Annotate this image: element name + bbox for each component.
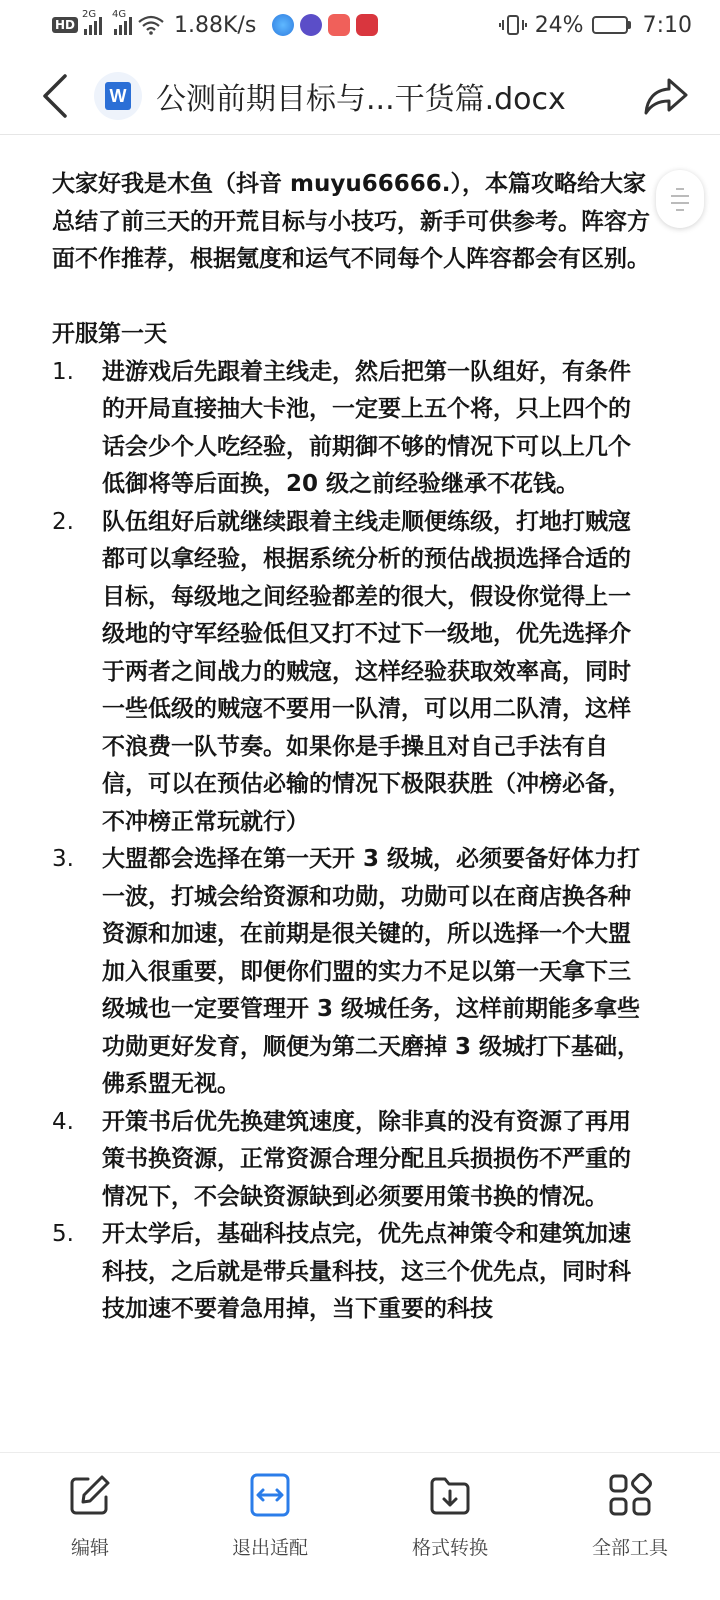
header-divider bbox=[0, 134, 720, 135]
net-speed: 1.88K/s bbox=[174, 12, 257, 38]
share-icon bbox=[643, 76, 689, 116]
word-doc-icon bbox=[94, 72, 142, 120]
edit-button[interactable] bbox=[0, 1453, 180, 1600]
status-left bbox=[52, 9, 378, 38]
edit-label: 编辑 bbox=[70, 1537, 109, 1559]
list-item bbox=[52, 1104, 652, 1217]
list-number: 5. bbox=[52, 1221, 74, 1247]
bottom-toolbar bbox=[0, 1452, 720, 1600]
back-button[interactable] bbox=[24, 66, 84, 126]
chevron-left-icon bbox=[39, 72, 69, 120]
all-tools-label: 全部工具 bbox=[591, 1537, 668, 1559]
document-body[interactable] bbox=[52, 166, 652, 1452]
section-title: 开服第一天 bbox=[52, 321, 167, 347]
list-number: 1. bbox=[52, 358, 74, 385]
apps-grid-icon bbox=[608, 1473, 652, 1517]
list-item bbox=[52, 1216, 652, 1329]
app-notification-icon bbox=[272, 14, 294, 36]
wifi-icon bbox=[138, 15, 164, 35]
app-notification-icon-3 bbox=[328, 14, 350, 36]
edit-icon bbox=[68, 1473, 112, 1517]
app-notification-icon-4 bbox=[356, 14, 378, 36]
format-convert-label: 格式转换 bbox=[411, 1537, 488, 1559]
signal-tag-2: 4G bbox=[112, 9, 127, 20]
signal-tag: 2G bbox=[82, 9, 97, 20]
list-number: 3. bbox=[52, 846, 74, 872]
list-text: 开太学后，基础科技点完，优先点神策令和建筑加速科技，之后就是带兵量科技，这三个优先点，同时科技加速不要着急用掉，当下重要的科技 bbox=[102, 1221, 631, 1322]
intro-paragraph: 大家好我是木鱼（抖音 muyu66666.），本篇攻略给大家总结了前三天的开荒目标与小技巧，新手可供参考。阵容方面不作推荐，根据氪度和运气不同每个人阵容都会有区别。 bbox=[52, 171, 650, 272]
numbered-list bbox=[52, 354, 652, 1329]
list-number: 2. bbox=[52, 508, 74, 535]
vibrate-icon bbox=[499, 14, 527, 36]
folder-download-icon bbox=[428, 1473, 472, 1517]
all-tools-button[interactable] bbox=[540, 1453, 720, 1600]
list-item bbox=[52, 354, 652, 504]
list-text: 大盟都会选择在第一天开 3 级城，必须要备好体力打一波，打城会给资源和功勋，功勋可以在商店换各种资源和加速，在前期是很关键的，所以选择一个大盟加入很重要，即便你们盟的实力不足以第一天拿下三级城也一定要管理开 3 级城任务，这样前期能多拿些功勋更好发育，顺便为第二天磨掉 3 级城打下基础，佛系盟无视。 bbox=[102, 846, 641, 1097]
signal-icon-2 bbox=[112, 9, 132, 35]
list-text: 队伍组好后就继续跟着主线走顺便练级，打地打贼寇都可以拿经验，根据系统分析的预估战损选择合适的目标，每级地之间经验都差的很大，假设你觉得上一级地的守军经验低但又打不过下一级地，优先选择介于两者之间战力的贼寇，这样经验获取效率高，同时一些低级的贼寇不要用一队清，可以用二队清，这样不浪费一队节奏。如果你是手操且对自己手法有自信，可以在预估必输的情况下极限获胜（冲榜必备，不冲榜正常玩就行） bbox=[102, 508, 631, 835]
format-convert-button[interactable] bbox=[360, 1453, 540, 1600]
exit-fit-button[interactable] bbox=[180, 1453, 360, 1600]
share-button[interactable] bbox=[636, 66, 696, 126]
list-item bbox=[52, 841, 652, 1104]
exit-fit-label: 退出适配 bbox=[231, 1537, 308, 1559]
list-text: 开策书后优先换建筑速度，除非真的没有资源了再用策书换资源，正常资源合理分配且兵损损伤不严重的情况下，不会缺资源缺到必须要用策书换的情况。 bbox=[102, 1108, 631, 1210]
status-bar bbox=[0, 0, 720, 50]
app-header bbox=[0, 58, 720, 134]
clock: 7:10 bbox=[642, 12, 692, 38]
document-title: 公测前期目标与...干货篇.docx bbox=[156, 82, 566, 117]
word-doc-letter: W bbox=[105, 82, 131, 110]
battery-icon bbox=[592, 16, 631, 34]
scroll-handle[interactable] bbox=[656, 170, 704, 228]
status-right bbox=[499, 13, 692, 38]
app-notification-icon-2 bbox=[300, 14, 322, 36]
fit-width-icon bbox=[248, 1473, 292, 1517]
battery-percent: 24% bbox=[534, 12, 584, 38]
signal-icon bbox=[82, 9, 102, 35]
list-number: 4. bbox=[52, 1108, 74, 1135]
list-item bbox=[52, 504, 652, 842]
list-text: 进游戏后先跟着主线走，然后把第一队组好，有条件的开局直接抽大卡池，一定要上五个将，只上四个的话会少个人吃经验，前期御不够的情况下可以上几个低御将等后面换，20 级之前经验继承不花钱。 bbox=[102, 358, 631, 497]
hd-icon: HD bbox=[52, 17, 78, 33]
